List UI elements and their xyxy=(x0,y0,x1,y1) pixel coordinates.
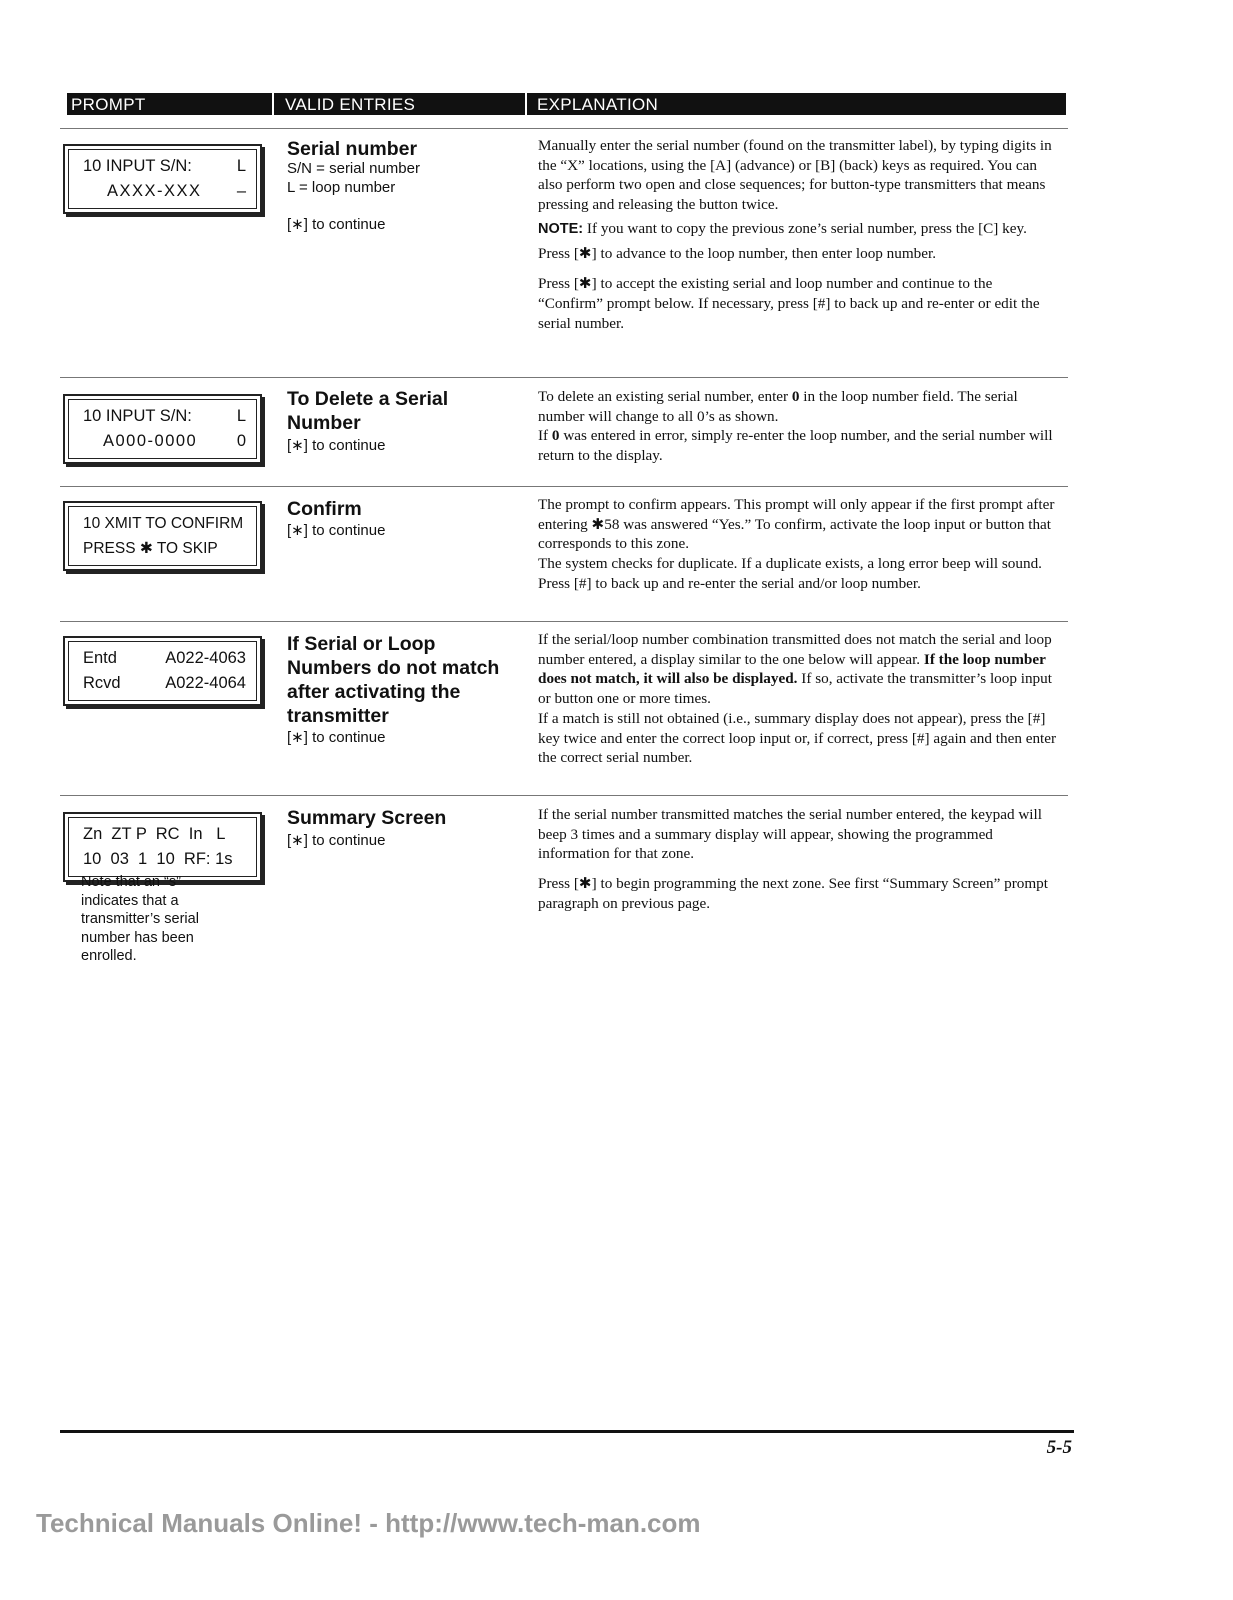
entry-title: To Delete a Serial Number xyxy=(287,388,449,434)
page-number: 5-5 xyxy=(1046,1437,1072,1458)
lcd-text: 10 INPUT S/N: xyxy=(83,407,192,425)
entry-text: L = loop number xyxy=(287,179,396,196)
explanation-text: If so, activate the transmitter’s loop input or button one or more times. xyxy=(538,670,1052,708)
row-divider xyxy=(60,128,1068,129)
column-header-bar xyxy=(67,93,1066,115)
entry-title: If Serial or Loop Numbers do not match after activating the transmitter xyxy=(287,633,500,727)
row-divider xyxy=(60,621,1068,622)
explanation-text: If xyxy=(538,427,552,445)
lcd-text: A022-4063 xyxy=(165,649,246,667)
header-valid-entries: VALID ENTRIES xyxy=(285,95,416,114)
entry-title: Summary Screen xyxy=(287,807,447,829)
explanation-paragraph xyxy=(538,219,1060,240)
lcd-text: A000-0000 xyxy=(103,432,198,450)
lcd-text: Entd xyxy=(83,649,117,667)
lcd-display-mismatch xyxy=(63,636,262,706)
lcd-display-summary xyxy=(63,812,262,882)
explanation-text: If you want to copy the previous zone’s serial number, press the [C] key. xyxy=(583,219,1027,237)
header-separator xyxy=(525,93,527,115)
lcd-text: 10 03 1 10 RF: 1s xyxy=(83,850,233,868)
explanation-paragraph: Press [#] to back up and re-enter the serial and/or loop number. xyxy=(538,574,921,592)
explanation-block xyxy=(538,136,1060,333)
explanation-paragraph xyxy=(538,426,1060,465)
entry-title: Confirm xyxy=(287,498,362,520)
explanation-paragraph: Manually enter the serial number (found on the transmitter label), by typing digits in the “X” locations, using the [A] (advance) or [B] (back) keys as required. You can also perform two open and close sequences; for button-type transmitters that means pressing and releasing the button twice. xyxy=(538,137,1052,214)
entry-text: S/N = serial number xyxy=(287,160,420,177)
explanation-paragraph xyxy=(538,387,1060,426)
explanation-paragraph: If the serial number transmitted matches the serial number entered, the keypad will beep 3 times and a summary display will appear, showing the programmed information for that zone. xyxy=(538,806,1042,863)
header-separator xyxy=(272,93,274,115)
entry-text: [∗] to continue xyxy=(287,522,386,539)
entry-text: [∗] to continue xyxy=(287,729,386,746)
lcd-text: L xyxy=(236,407,246,425)
lcd-text: L xyxy=(236,157,246,175)
summary-note: Note that an “s” indicates that a transmitter’s serial number has been enrolled. xyxy=(81,874,199,965)
lcd-text: Rcvd xyxy=(83,674,121,692)
explanation-bold: 0 xyxy=(551,427,560,445)
entry-title: Serial number xyxy=(287,138,418,160)
explanation-block xyxy=(538,387,1060,466)
row-divider xyxy=(60,486,1068,487)
entry-text: [∗] to continue xyxy=(287,832,386,849)
lcd-text: AXXX-XXX xyxy=(107,182,202,200)
entry-text: [∗] to continue xyxy=(287,216,386,233)
lcd-text: – xyxy=(236,182,246,200)
explanation-text: was entered in error, simply re-enter the loop number, and the serial number will return to the display. xyxy=(538,427,1053,465)
explanation-text: in the loop number field. The serial number will change to all 0’s as shown. xyxy=(538,388,1018,425)
lcd-text: Zn ZT P RC In L xyxy=(83,825,226,843)
row-divider xyxy=(60,795,1068,796)
explanation-paragraph: The prompt to confirm appears. This prompt will only appear if the first prompt after entering ✱58 was answered “Yes.” To confirm, activate the loop input or button that corresponds to this zone. xyxy=(538,496,1055,553)
header-prompt: PROMPT xyxy=(71,95,146,114)
explanation-paragraph: The system checks for duplicate. If a duplicate exists, a long error beep will sound. xyxy=(538,555,1042,573)
explanation-paragraph: If a match is still not obtained (i.e., summary display does not appear), press the [#] key twice and enter the correct loop input or, if correct, press [#] again and then enter the correct serial number. xyxy=(538,709,1057,767)
lcd-text: 0 xyxy=(236,432,246,450)
header-explanation: EXPLANATION xyxy=(537,95,659,114)
explanation-paragraph xyxy=(538,630,1060,709)
lcd-text: 10 XMIT TO CONFIRM xyxy=(83,515,244,532)
explanation-paragraph: Press [✱] to accept the existing serial and loop number and continue to the “Confirm” prompt below. If necessary, press [#] to back up and re-enter or edit the serial number. xyxy=(538,275,1040,332)
explanation-block xyxy=(538,805,1060,914)
explanation-block xyxy=(538,495,1060,594)
lcd-display-delete-sn xyxy=(63,394,262,464)
explanation-bold: 0 xyxy=(791,388,800,405)
explanation-paragraph: Press [✱] to begin programming the next zone. See first “Summary Screen” prompt paragraph on previous page. xyxy=(538,875,1048,912)
lcd-display-input-sn xyxy=(63,144,262,214)
footer-rule xyxy=(60,1430,1074,1433)
explanation-paragraph: Press [✱] to advance to the loop number, then enter loop number. xyxy=(538,244,937,262)
note-label: NOTE: xyxy=(538,220,584,237)
explanation-text: If the serial/loop number combination transmitted does not match the serial and loop number entered, a display similar to the one below will appear. xyxy=(538,631,1052,668)
lcd-text: A022-4064 xyxy=(165,674,246,692)
lcd-display-confirm xyxy=(63,501,262,571)
explanation-text: To delete an existing serial number, enter xyxy=(538,388,792,405)
explanation-bold: If the loop number does not match, it will also be displayed. xyxy=(538,650,1046,688)
row-divider xyxy=(60,377,1068,378)
lcd-text: PRESS ✱ TO SKIP xyxy=(83,540,218,557)
entry-text: [∗] to continue xyxy=(287,437,386,454)
explanation-block xyxy=(538,630,1060,768)
lcd-text: 10 INPUT S/N: xyxy=(83,157,192,175)
watermark: Technical Manuals Online! - http://www.tech-man.com xyxy=(36,1508,701,1538)
